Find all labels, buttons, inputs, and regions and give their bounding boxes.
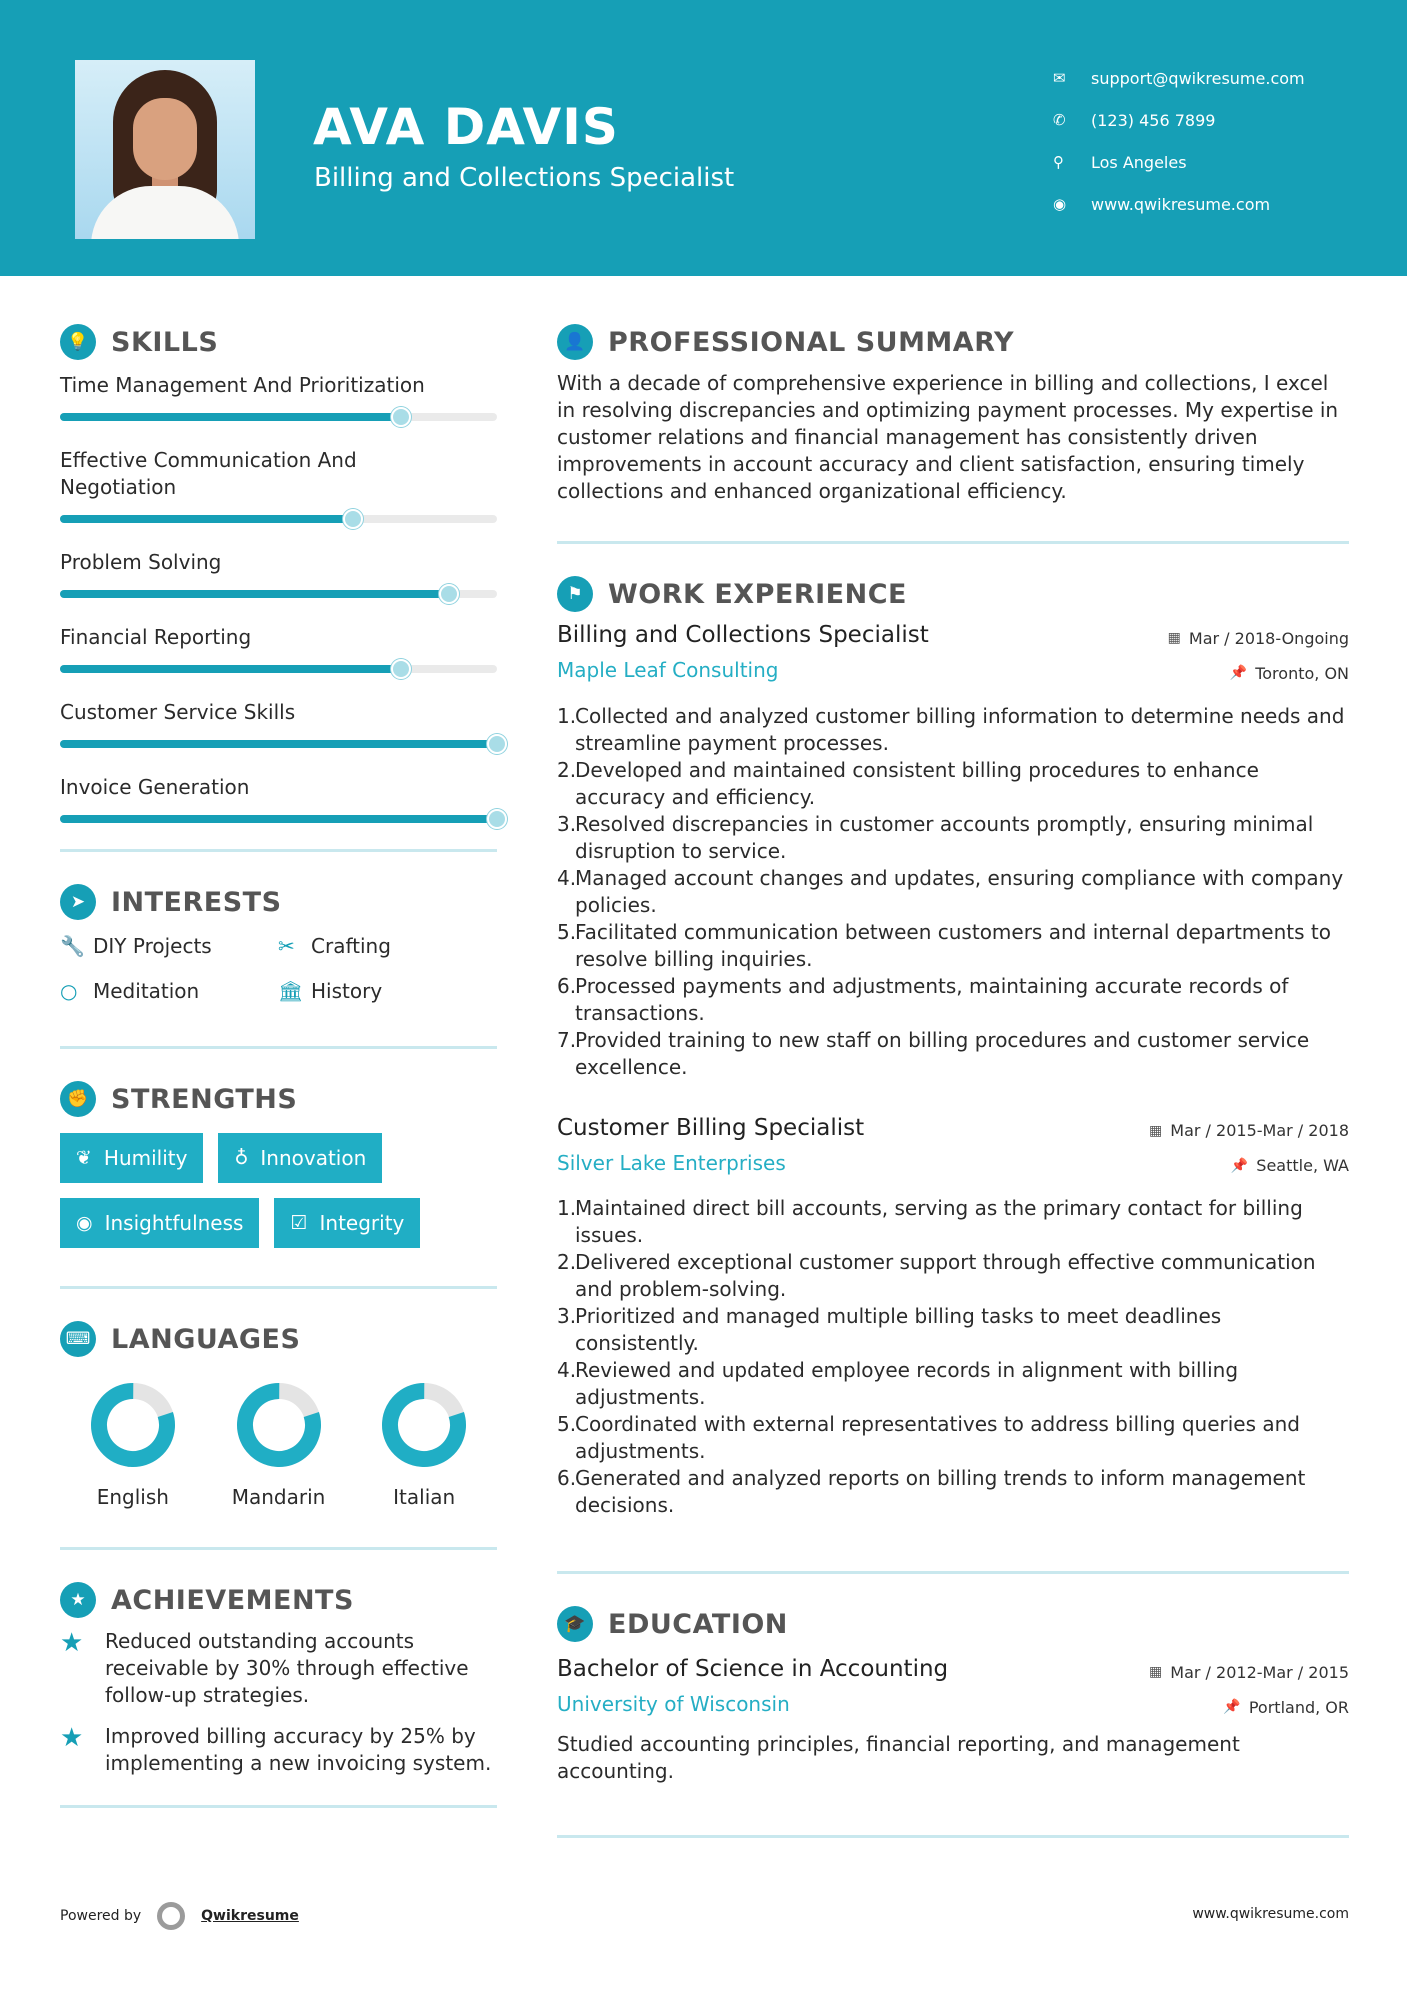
calendar-icon: ▦ <box>1167 630 1181 646</box>
skill-level-bar <box>60 590 497 598</box>
contact-website[interactable]: ◉ www.qwikresume.com <box>1053 194 1271 214</box>
skill-level-bar <box>60 665 497 673</box>
skill-level-bar <box>60 740 497 748</box>
list-number: 7. <box>557 1027 577 1052</box>
qwikresume-logo-icon <box>157 1902 185 1930</box>
lightbulb-icon: 💡 <box>60 324 96 360</box>
skill-level-knob <box>439 584 459 604</box>
skill-level-knob <box>487 809 507 829</box>
skill-item <box>60 624 497 673</box>
job-bullets <box>557 1195 1349 1519</box>
skill-item <box>60 699 497 748</box>
language-label: English <box>96 1485 169 1509</box>
phone-icon: ✆ <box>1053 111 1066 129</box>
list-text: Resolved discrepancies in customer accounts promptly, ensuring minimal disruption to service. <box>575 811 1314 863</box>
list-item <box>557 1027 1349 1081</box>
donut-fill <box>381 1382 467 1468</box>
skill-level-bar <box>60 413 497 421</box>
school-name: University of Wisconsin <box>557 1692 790 1716</box>
skill-level-knob <box>391 659 411 679</box>
envelope-icon: ✉ <box>1053 69 1066 87</box>
pin-icon: 📌 <box>1230 1157 1249 1174</box>
profile-photo <box>75 60 255 239</box>
strengths-heading: ✊ STRENGTHS <box>60 1077 497 1121</box>
list-number: 3. <box>557 1304 577 1328</box>
star-icon: ★ <box>60 1628 84 1658</box>
user-icon: 👤 <box>557 324 593 360</box>
interest-item: 🔧 DIY Projects <box>60 933 212 958</box>
fist-icon: ✊ <box>60 1081 96 1117</box>
job-dates: ▦ Mar / 2015-Mar / 2018 <box>1149 1121 1349 1140</box>
list-item <box>557 811 1349 865</box>
location-pin-icon: ⚲ <box>1053 153 1064 171</box>
achievement-item: ★ Improved billing accuracy by 25% by implementing a new invoicing system. <box>60 1723 492 1775</box>
divider <box>60 1046 497 1049</box>
strength-badge: ◉ Insightfulness <box>60 1198 259 1248</box>
calendar-icon: ▦ <box>1149 1664 1163 1680</box>
list-number: 6. <box>557 1466 577 1490</box>
achievements-heading: ★ ACHIEVEMENTS <box>60 1578 497 1622</box>
calendar-icon: ▦ <box>1149 1122 1163 1139</box>
experience-heading: ⚑ WORK EXPERIENCE <box>557 572 1349 616</box>
left-column <box>60 320 497 1808</box>
skill-level-fill <box>60 815 497 823</box>
pin-icon: 📌 <box>1223 1699 1241 1715</box>
list-item <box>557 1357 1349 1411</box>
divider <box>60 1286 497 1289</box>
interest-item: ✂ Crafting <box>278 933 391 958</box>
skill-level-bar <box>60 815 497 823</box>
jobs-list <box>557 622 1349 1519</box>
pin-icon: 📌 <box>1229 665 1248 681</box>
interest-item: 🏛 History <box>278 978 383 1003</box>
list-item <box>557 973 1349 1027</box>
skill-item <box>60 447 497 523</box>
languages-heading: ⌨ LANGUAGES <box>60 1317 497 1361</box>
divider <box>60 849 497 852</box>
skill-name: Problem Solving <box>60 550 222 574</box>
list-number: 2. <box>557 757 577 782</box>
list-number: 4. <box>557 1358 577 1382</box>
language-level-donut <box>89 1381 177 1469</box>
list-item <box>557 1465 1349 1519</box>
language-item <box>351 1381 497 1509</box>
candidate-title: Billing and Collections Specialist <box>314 163 735 193</box>
list-text: Developed and maintained consistent billing procedures to enhance accuracy and efficiency. <box>575 757 1259 809</box>
brand-link[interactable]: Qwikresume <box>201 1908 299 1924</box>
language-label: Mandarin <box>231 1485 326 1509</box>
interest-item: ○ Meditation <box>60 978 200 1003</box>
scissors-icon: ✂ <box>278 933 295 958</box>
list-text: Reviewed and updated employee records in alignment with billing adjustments. <box>575 1358 1239 1409</box>
resume-header <box>0 0 1407 276</box>
list-number: 1. <box>557 1196 577 1220</box>
list-item <box>557 1195 1349 1249</box>
list-number: 1. <box>557 703 577 728</box>
skill-level-fill <box>60 413 401 421</box>
list-text: Prioritized and managed multiple billing tasks to meet deadlines consistently. <box>575 1304 1222 1355</box>
museum-icon: 🏛 <box>278 978 304 1003</box>
list-number: 5. <box>557 919 577 944</box>
list-number: 2. <box>557 1250 577 1274</box>
languages-list <box>60 1381 497 1509</box>
degree-title: Bachelor of Science in Accounting <box>557 1656 949 1682</box>
list-item <box>557 1303 1349 1357</box>
list-text: Collected and analyzed customer billing information to determine needs and streamline payment processes. <box>575 703 1345 755</box>
list-item <box>557 1249 1349 1303</box>
list-text: Provided training to new staff on billing procedures and customer service excellence. <box>575 1027 1310 1079</box>
language-level-donut <box>235 1381 323 1469</box>
skill-name: Time Management And Prioritization <box>60 373 425 397</box>
skill-level-fill <box>60 590 449 598</box>
contact-email[interactable]: ✉ support@qwikresume.com <box>1053 68 1305 88</box>
graduate-icon: 🎓 <box>557 1606 593 1642</box>
education-entry <box>557 1656 1349 1785</box>
list-text: Managed account changes and updates, ensuring compliance with company policies. <box>575 865 1344 917</box>
job-entry <box>557 622 1349 1081</box>
strengths-list <box>60 1133 497 1248</box>
list-item <box>557 919 1349 973</box>
lightbulb-icon: ♁ <box>234 1147 249 1169</box>
job-title: Billing and Collections Specialist <box>557 622 929 648</box>
skill-level-bar <box>60 515 497 523</box>
interests-heading: ➤ INTERESTS <box>60 880 497 924</box>
divider <box>60 1547 497 1550</box>
skill-item <box>60 549 497 598</box>
eye-icon: ◉ <box>76 1212 93 1234</box>
skill-level-knob <box>487 734 507 754</box>
contact-list <box>1053 57 1305 225</box>
list-number: 4. <box>557 865 577 890</box>
list-number: 3. <box>557 811 577 836</box>
education-description: Studied accounting principles, financial reporting, and management accounting. <box>557 1731 1240 1783</box>
list-text: Processed payments and adjustments, maintaining accurate records of transactions. <box>575 973 1289 1025</box>
contact-location: ⚲ Los Angeles <box>1053 152 1187 172</box>
powered-by: Powered by Qwikresume <box>60 1902 299 1930</box>
donut-fill <box>236 1382 322 1468</box>
star-badge-icon: ★ <box>60 1582 96 1618</box>
list-item <box>557 865 1349 919</box>
achievement-item: ★ Reduced outstanding accounts receivable by 30% through effective follow-up strategies. <box>60 1628 469 1707</box>
list-item <box>557 1411 1349 1465</box>
achievements-list <box>60 1628 497 1777</box>
list-text: Maintained direct bill accounts, serving as the primary contact for billing issues. <box>575 1196 1303 1247</box>
job-location: 📌 Seattle, WA <box>1230 1156 1349 1175</box>
skills-heading: 💡 SKILLS <box>60 320 497 364</box>
summary-heading: 👤 PROFESSIONAL SUMMARY <box>557 320 1349 364</box>
footer-url[interactable]: www.qwikresume.com <box>1192 1906 1349 1922</box>
candidate-name: AVA DAVIS <box>313 98 619 156</box>
list-number: 6. <box>557 973 577 998</box>
donut-fill <box>90 1382 176 1468</box>
circle-icon: ○ <box>60 978 78 1003</box>
language-icon: ⌨ <box>60 1321 96 1357</box>
skill-level-fill <box>60 665 401 673</box>
divider <box>557 1571 1349 1574</box>
star-icon: ★ <box>60 1723 84 1753</box>
summary-text: With a decade of comprehensive experience in billing and collections, I excel in resolving discrepancies and optimizing payment processes. My expertise in customer relations and financial management has consistently driven improvements in account accuracy and client satisfaction, ensuring timely collections and enhanced organizational efficiency. <box>557 371 1339 503</box>
strength-badge: ❦ Humility <box>60 1133 203 1183</box>
contact-phone: ✆ (123) 456 7899 <box>1053 110 1216 130</box>
list-number: 5. <box>557 1412 577 1436</box>
education-location: 📌 Portland, OR <box>1223 1697 1349 1717</box>
divider <box>557 541 1349 544</box>
language-item <box>60 1381 206 1509</box>
skill-name: Financial Reporting <box>60 625 252 649</box>
education-heading: 🎓 EDUCATION <box>557 1602 1349 1646</box>
job-location: 📌 Toronto, ON <box>1229 663 1349 683</box>
strength-badge: ♁ Innovation <box>218 1133 382 1183</box>
skill-level-fill <box>60 515 353 523</box>
divider <box>557 1835 1349 1838</box>
skill-name: Effective Communication And Negotiation <box>60 448 357 499</box>
globe-icon: ◉ <box>1053 195 1067 213</box>
skill-item <box>60 774 497 823</box>
skill-level-knob <box>343 509 363 529</box>
language-label: Italian <box>393 1485 456 1509</box>
right-column <box>557 320 1349 1838</box>
list-item <box>557 757 1349 811</box>
education-dates: ▦ Mar / 2012-Mar / 2015 <box>1149 1662 1349 1682</box>
list-text: Facilitated communication between customers and internal departments to resolve billing inquiries. <box>575 919 1331 971</box>
skills-list <box>60 372 497 823</box>
skill-item <box>60 372 497 421</box>
skill-name: Invoice Generation <box>60 775 250 799</box>
interests-list <box>60 930 497 1006</box>
job-title: Customer Billing Specialist <box>557 1114 865 1141</box>
list-text: Coordinated with external representatives to address billing queries and adjustments. <box>575 1412 1300 1463</box>
list-item <box>557 703 1349 757</box>
leaf-icon: ❦ <box>76 1147 92 1169</box>
divider <box>60 1805 497 1808</box>
company-name: Silver Lake Enterprises <box>557 1150 786 1175</box>
company-name: Maple Leaf Consulting <box>557 658 779 682</box>
check-square-icon: ☑ <box>290 1212 308 1234</box>
job-dates: ▦ Mar / 2018-Ongoing <box>1167 628 1349 648</box>
chair-icon: ⚑ <box>557 576 593 612</box>
strength-badge: ☑ Integrity <box>274 1198 420 1248</box>
skill-level-fill <box>60 740 497 748</box>
job-bullets <box>557 703 1349 1081</box>
wrench-icon: 🔧 <box>60 933 85 958</box>
job-entry <box>557 1115 1349 1520</box>
list-text: Delivered exceptional customer support through effective communication and problem-solving. <box>575 1250 1316 1301</box>
language-item <box>206 1381 352 1509</box>
list-text: Generated and analyzed reports on billing trends to inform management decisions. <box>575 1466 1306 1517</box>
language-level-donut <box>380 1381 468 1469</box>
skill-name: Customer Service Skills <box>60 700 296 724</box>
paper-plane-icon: ➤ <box>60 884 96 920</box>
skill-level-knob <box>391 407 411 427</box>
